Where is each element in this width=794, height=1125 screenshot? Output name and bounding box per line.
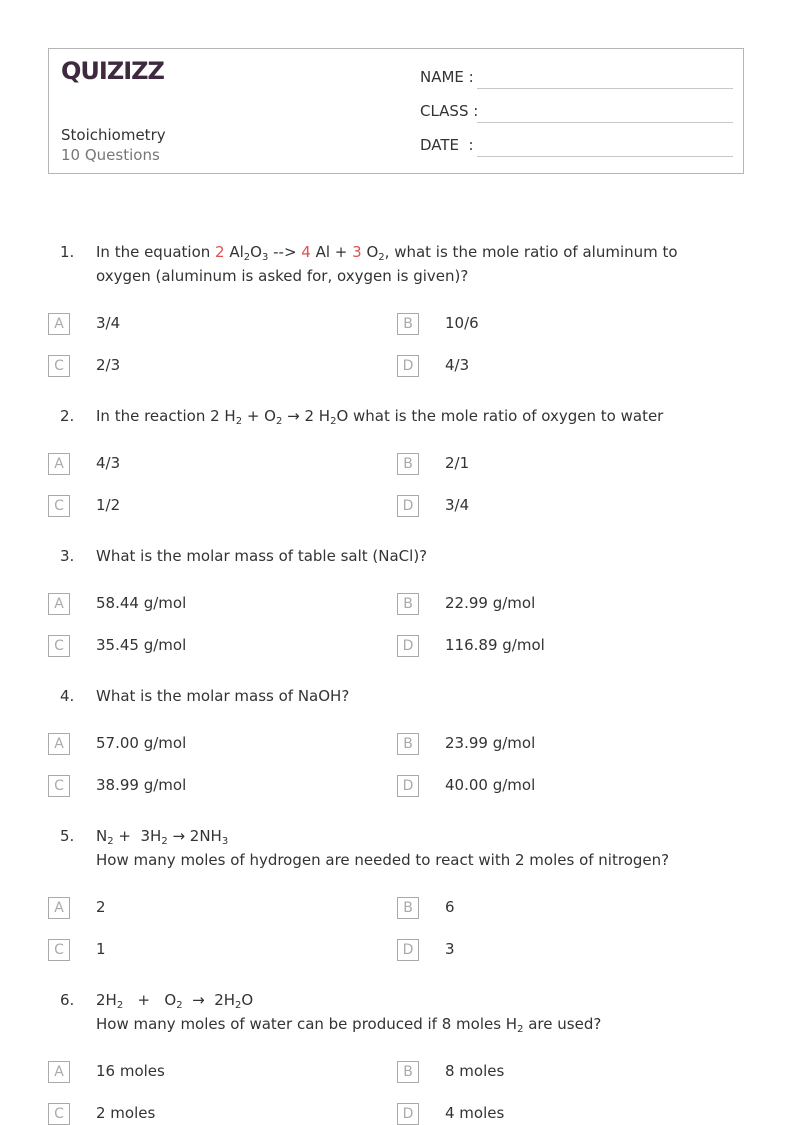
option-text: 38.99 g/mol bbox=[96, 776, 187, 794]
date-label: DATE : bbox=[420, 136, 474, 154]
date-line bbox=[477, 156, 733, 157]
option-text: 3/4 bbox=[96, 314, 121, 332]
option-text: 1/2 bbox=[96, 496, 121, 514]
option-text: 8 moles bbox=[445, 1062, 505, 1080]
option-letter-box[interactable]: D bbox=[397, 635, 419, 657]
quizizz-logo: QUIZIZZ bbox=[61, 57, 164, 85]
option-letter-box[interactable]: B bbox=[397, 593, 419, 615]
option-letter-box[interactable]: C bbox=[48, 635, 70, 657]
option-text: 3 bbox=[445, 940, 455, 958]
question-text: What is the molar mass of table salt (NaCl)? bbox=[96, 547, 428, 565]
class-label: CLASS : bbox=[420, 102, 479, 120]
option-text: 1 bbox=[96, 940, 106, 958]
option-text: 23.99 g/mol bbox=[445, 734, 536, 752]
class-line bbox=[477, 122, 733, 123]
name-label: NAME : bbox=[420, 68, 474, 86]
option-text: 116.89 g/mol bbox=[445, 636, 545, 654]
question-number: 4. bbox=[60, 687, 75, 705]
class-field bbox=[420, 102, 478, 120]
option-text: 2 bbox=[96, 898, 106, 916]
question-number: 1. bbox=[60, 243, 75, 261]
question-number: 5. bbox=[60, 827, 75, 845]
option-text: 6 bbox=[445, 898, 455, 916]
option-text: 57.00 g/mol bbox=[96, 734, 187, 752]
option-text: 4 moles bbox=[445, 1104, 505, 1122]
option-letter-box[interactable]: B bbox=[397, 313, 419, 335]
option-letter-box[interactable]: B bbox=[397, 1061, 419, 1083]
option-letter-box[interactable]: D bbox=[397, 1103, 419, 1125]
question-text: In the reaction 2 $H_2 + O_2 \to 2$ $H_2O$ what is the mole ratio of oxygen to water bbox=[96, 407, 664, 427]
option-letter-box[interactable]: A bbox=[48, 733, 70, 755]
option-letter-box[interactable]: D bbox=[397, 355, 419, 377]
question-number: 3. bbox=[60, 547, 75, 565]
option-letter-box[interactable]: A bbox=[48, 313, 70, 335]
option-letter-box[interactable]: A bbox=[48, 897, 70, 919]
option-letter-box[interactable]: C bbox=[48, 1103, 70, 1125]
option-letter-box[interactable]: B bbox=[397, 453, 419, 475]
option-text: 2 moles bbox=[96, 1104, 156, 1122]
option-letter-box[interactable]: A bbox=[48, 593, 70, 615]
option-letter-box[interactable]: C bbox=[48, 355, 70, 377]
option-text: 40.00 g/mol bbox=[445, 776, 536, 794]
name-field bbox=[420, 68, 474, 86]
option-text: 16 moles bbox=[96, 1062, 165, 1080]
option-letter-box[interactable]: C bbox=[48, 939, 70, 961]
option-letter-box[interactable]: A bbox=[48, 1061, 70, 1083]
worksheet-title: Stoichiometry bbox=[61, 126, 166, 144]
option-letter-box[interactable]: A bbox=[48, 453, 70, 475]
worksheet-header bbox=[48, 48, 744, 174]
option-letter-box[interactable]: C bbox=[48, 775, 70, 797]
question-text: What is the molar mass of NaOH? bbox=[96, 687, 350, 705]
option-text: 35.45 g/mol bbox=[96, 636, 187, 654]
question-number: 6. bbox=[60, 991, 75, 1009]
question-text: In the equation 2 $Al_2O_3$ --> 4 Al + 3 $O_2$, what is the mole ratio of aluminum to oxygen (aluminum is asked for, oxygen is given)? bbox=[96, 243, 683, 285]
option-text: 58.44 g/mol bbox=[96, 594, 187, 612]
option-text: 10/6 bbox=[445, 314, 479, 332]
option-text: 4/3 bbox=[445, 356, 470, 374]
option-text: 3/4 bbox=[445, 496, 470, 514]
option-letter-box[interactable]: C bbox=[48, 495, 70, 517]
option-letter-box[interactable]: B bbox=[397, 897, 419, 919]
option-text: 22.99 g/mol bbox=[445, 594, 536, 612]
option-letter-box[interactable]: D bbox=[397, 939, 419, 961]
question-text: $N_2 + 3H_2 \to 2NH_3$ How many moles of hydrogen are needed to react with 2 moles of nitrogen? bbox=[96, 827, 670, 869]
name-line bbox=[477, 88, 733, 89]
option-letter-box[interactable]: D bbox=[397, 775, 419, 797]
option-letter-box[interactable]: B bbox=[397, 733, 419, 755]
question-text: $2H_2 + O_2 \to 2H_2O$ How many moles of water can be produced if 8 moles $H_2$ are used? bbox=[96, 991, 602, 1035]
date-field bbox=[420, 136, 474, 154]
option-text: 2/1 bbox=[445, 454, 470, 472]
question-count: 10 Questions bbox=[61, 146, 160, 164]
option-text: 2/3 bbox=[96, 356, 121, 374]
option-letter-box[interactable]: D bbox=[397, 495, 419, 517]
option-text: 4/3 bbox=[96, 454, 121, 472]
question-number: 2. bbox=[60, 407, 75, 425]
